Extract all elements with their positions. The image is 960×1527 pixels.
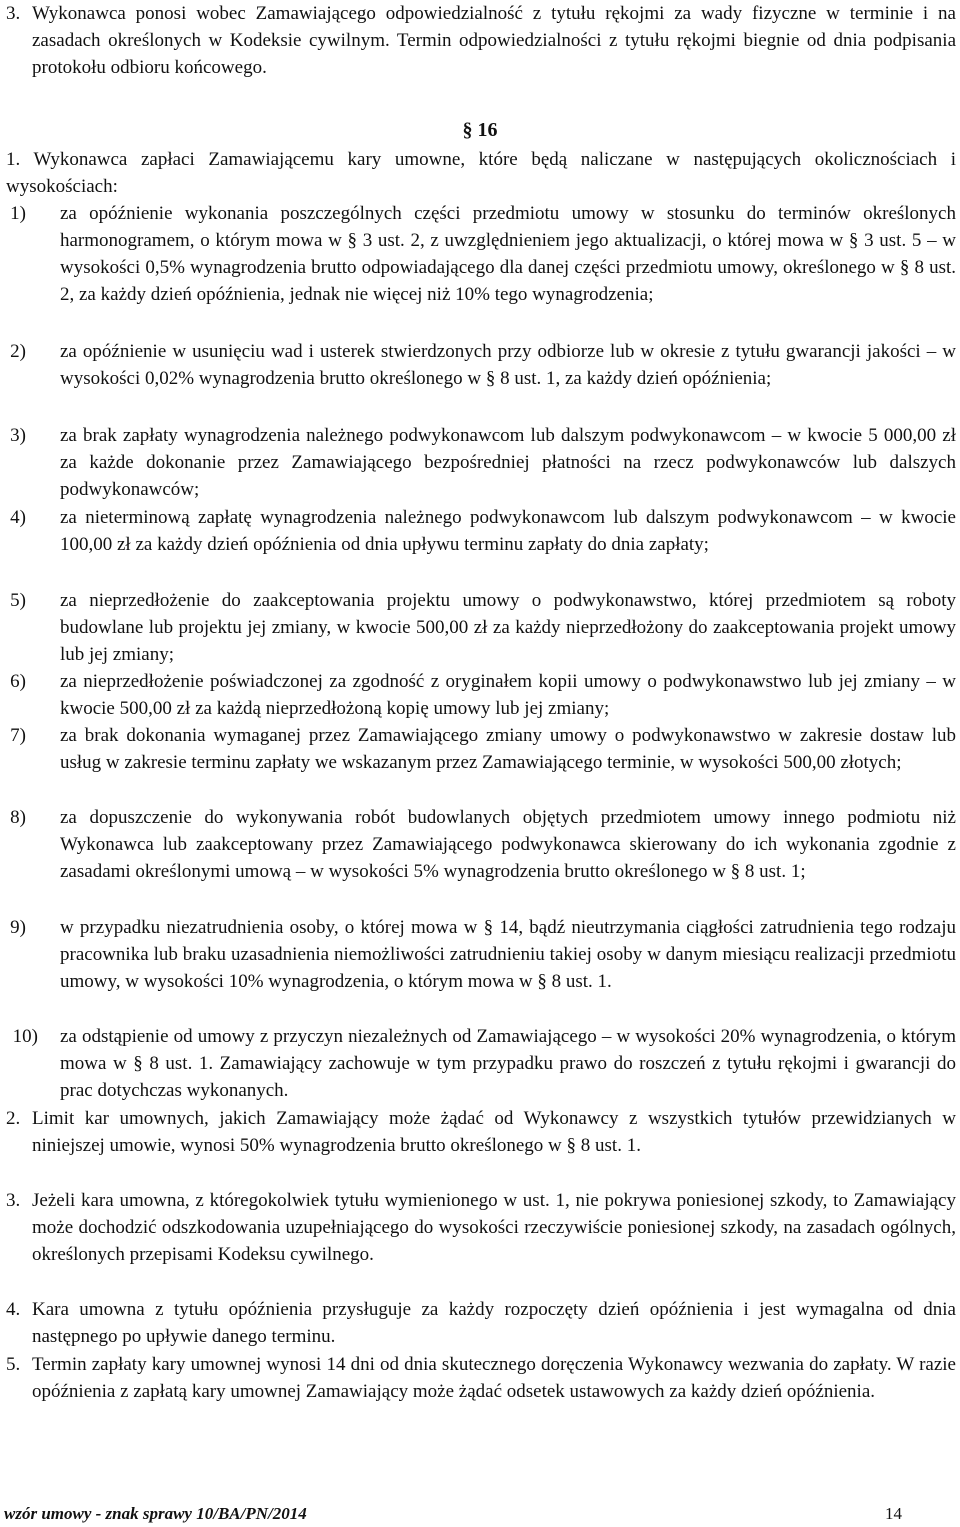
paragraph-3-previous (6, 0, 956, 81)
list-item (0, 338, 956, 392)
list-item-number: 8) (10, 807, 26, 828)
list-item-text: za dopuszczenie do wykonywania robót budowlanych objętych przedmiotem umowy innego podmiotu niż Wykonawca lub zaakceptowany przez Zamawiającego podwykonawca skierowany do ich wykonania zgodnie z zasadami określonymi umową – w wysokości 5% wynagrodzenia brutto określonego w § 8 ust. 1; (60, 807, 956, 882)
paragraph-text: Termin zapłaty kary umownej wynosi 14 dni od dnia skutecznego doręczenia Wykonawcy wezwania do zapłaty. W razie opóźnienia z zapłatą kary umownej Zamawiający może żądać odsetek ustawowych za każdy dzień opóźnienia. (32, 1354, 956, 1402)
list-item (0, 587, 956, 668)
list-item-text: za nieprzedłożenie do zaakceptowania projektu umowy o podwykonawstwo, której przedmiotem są roboty budowlane lub projektu jej zmiany, w kwocie 500,00 zł za każdy nieprzedłożony do zaakceptowania projekt umowy lub jej zmiany; (60, 590, 956, 665)
list-item-text: za nieterminową zapłatę wynagrodzenia należnego podwykonawcom lub dalszym podwykonawcom – w kwocie 100,00 zł za każdy dzień opóźnienia od dnia upływu terminu zapłaty do dnia zapłaty; (60, 507, 956, 555)
list-item-text: za opóźnienie wykonania poszczególnych części przedmiotu umowy w stosunku do terminów określonych harmonogramem, o którym mowa w § 3 ust. 2, z uwzględnieniem jego aktualizacji, o której mowa w § 3 ust. 5 – w wysokości 0,5% wynagrodzenia brutto odpowiadającego dla danej części przedmiotu umowy, określonego w § 8 ust. 2, za każdy dzień opóźnienia, jednak nie więcej niż 10% tego wynagrodzenia; (60, 203, 956, 305)
list-item-number: 9) (10, 917, 26, 938)
list-item (0, 504, 956, 558)
list-item (0, 722, 956, 776)
list-item-text: w przypadku niezatrudnienia osoby, o której mowa w § 14, bądź nieutrzymania ciągłości zatrudnienia tego rodzaju pracownika lub braku uzasadnienia niemożliwości zatrudnieniu takiej osoby w danym miesiącu realizacji przedmiotu umowy, w wysokości 10% wynagrodzenia, o którym mowa w § 8 ust. 1. (60, 917, 956, 992)
list-item (0, 668, 956, 722)
list-item-number: 5) (10, 590, 26, 611)
list-item-text: za odstąpienie od umowy z przyczyn niezależnych od Zamawiającego – w wysokości 20% wynagrodzenia, o którym mowa w § 8 ust. 1. Zamawiający zachowuje w tym przypadku prawo do roszczeń z tytułu rękojmi i gwarancji do prac dotychczas wykonanych. (60, 1026, 956, 1101)
paragraph-text: Wykonawca ponosi wobec Zamawiającego odpowiedzialność z tytułu rękojmi za wady fizyczne w terminie i na zasadach określonych w Kodeksie cywilnym. Termin odpowiedzialności z tytułu rękojmi biegnie od dnia podpisania protokołu odbioru końcowego. (32, 3, 956, 78)
paragraph-text: Jeżeli kara umowna, z któregokolwiek tytułu wymienionego w ust. 1, nie pokrywa poniesionej szkody, to Zamawiający może dochodzić odszkodowania uzupełniającego do wysokości rzeczywiście poniesionej szkody, na zasadach ogólnych, określonych przepisami Kodeksu cywilnego. (32, 1190, 956, 1265)
footer-page-number: 14 (885, 1504, 902, 1523)
footer-document-reference: wzór umowy - znak sprawy 10/BA/PN/2014 (4, 1504, 307, 1523)
paragraph-body: Wykonawca zapłaci Zamawiającemu kary umowne, które będą naliczane w następujących okolicznościach i wysokościach: (6, 149, 956, 197)
list-item (0, 1023, 956, 1104)
paragraph-2 (6, 1105, 956, 1159)
paragraph-text: Kara umowna z tytułu opóźnienia przysługuje za każdy rozpoczęty dzień opóźnienia i jest wymagalna od dnia następnego po upływie danego terminu. (32, 1299, 956, 1347)
paragraph-number: 3. (6, 1190, 21, 1211)
list-item-text: za nieprzedłożenie poświadczonej za zgodność z oryginałem kopii umowy o podwykonawstwo lub jej zmiany – w kwocie 500,00 zł za każdą nieprzedłożoną kopię umowy lub jej zmiany; (60, 671, 956, 719)
paragraph-number: 4. (6, 1299, 21, 1320)
list-item-text: za brak zapłaty wynagrodzenia należnego podwykonawcom lub dalszym podwykonawcom – w kwocie 5 000,00 zł za każde dokonanie przez Zamawiającego bezpośredniej płatności na rzecz podwykonawców lub dalszych podwykonawców; (60, 425, 956, 500)
list-item-number: 3) (10, 425, 26, 446)
list-item-number: 2) (10, 341, 26, 362)
list-item-text: za brak dokonania wymaganej przez Zamawiającego zmiany umowy o podwykonawstwo w zakresie dostaw lub usług w zakresie terminu zapłaty we wskazanym przez Zamawiającego terminie, w wysokości 500,00 złotych; (60, 725, 956, 773)
list-item (0, 422, 956, 503)
section-heading: § 16 (462, 119, 498, 141)
list-item-number: 10) (12, 1026, 38, 1047)
list-item-number: 6) (10, 671, 26, 692)
paragraph-3 (6, 1187, 956, 1268)
list-item-number: 7) (10, 725, 26, 746)
paragraph-1 (6, 146, 956, 200)
list-item-number: 4) (10, 507, 26, 528)
paragraph-number: 2. (6, 1108, 21, 1129)
paragraph-4 (6, 1296, 956, 1350)
paragraph-number: 3. (6, 3, 21, 24)
list-item (0, 914, 956, 995)
list-item-text: za opóźnienie w usunięciu wad i usterek stwierdzonych przy odbiorze lub w okresie z tytułu gwarancji jakości – w wysokości 0,02% wynagrodzenia brutto określonego w § 8 ust. 1, za każdy dzień opóźnienia; (60, 341, 956, 389)
list-item (0, 200, 956, 308)
paragraph-text: Limit kar umownych, jakich Zamawiający może żądać od Wykonawcy z wszystkich tytułów przewidzianych w niniejszej umowie, wynosi 50% wynagrodzenia brutto określonego w § 8 ust. 1. (32, 1108, 956, 1156)
paragraph-5 (6, 1351, 956, 1405)
paragraph-number: 5. (6, 1354, 21, 1375)
paragraph-number: 1. (6, 149, 21, 170)
paragraph-text (6, 146, 956, 200)
list-item (0, 804, 956, 885)
list-item-number: 1) (10, 203, 26, 224)
